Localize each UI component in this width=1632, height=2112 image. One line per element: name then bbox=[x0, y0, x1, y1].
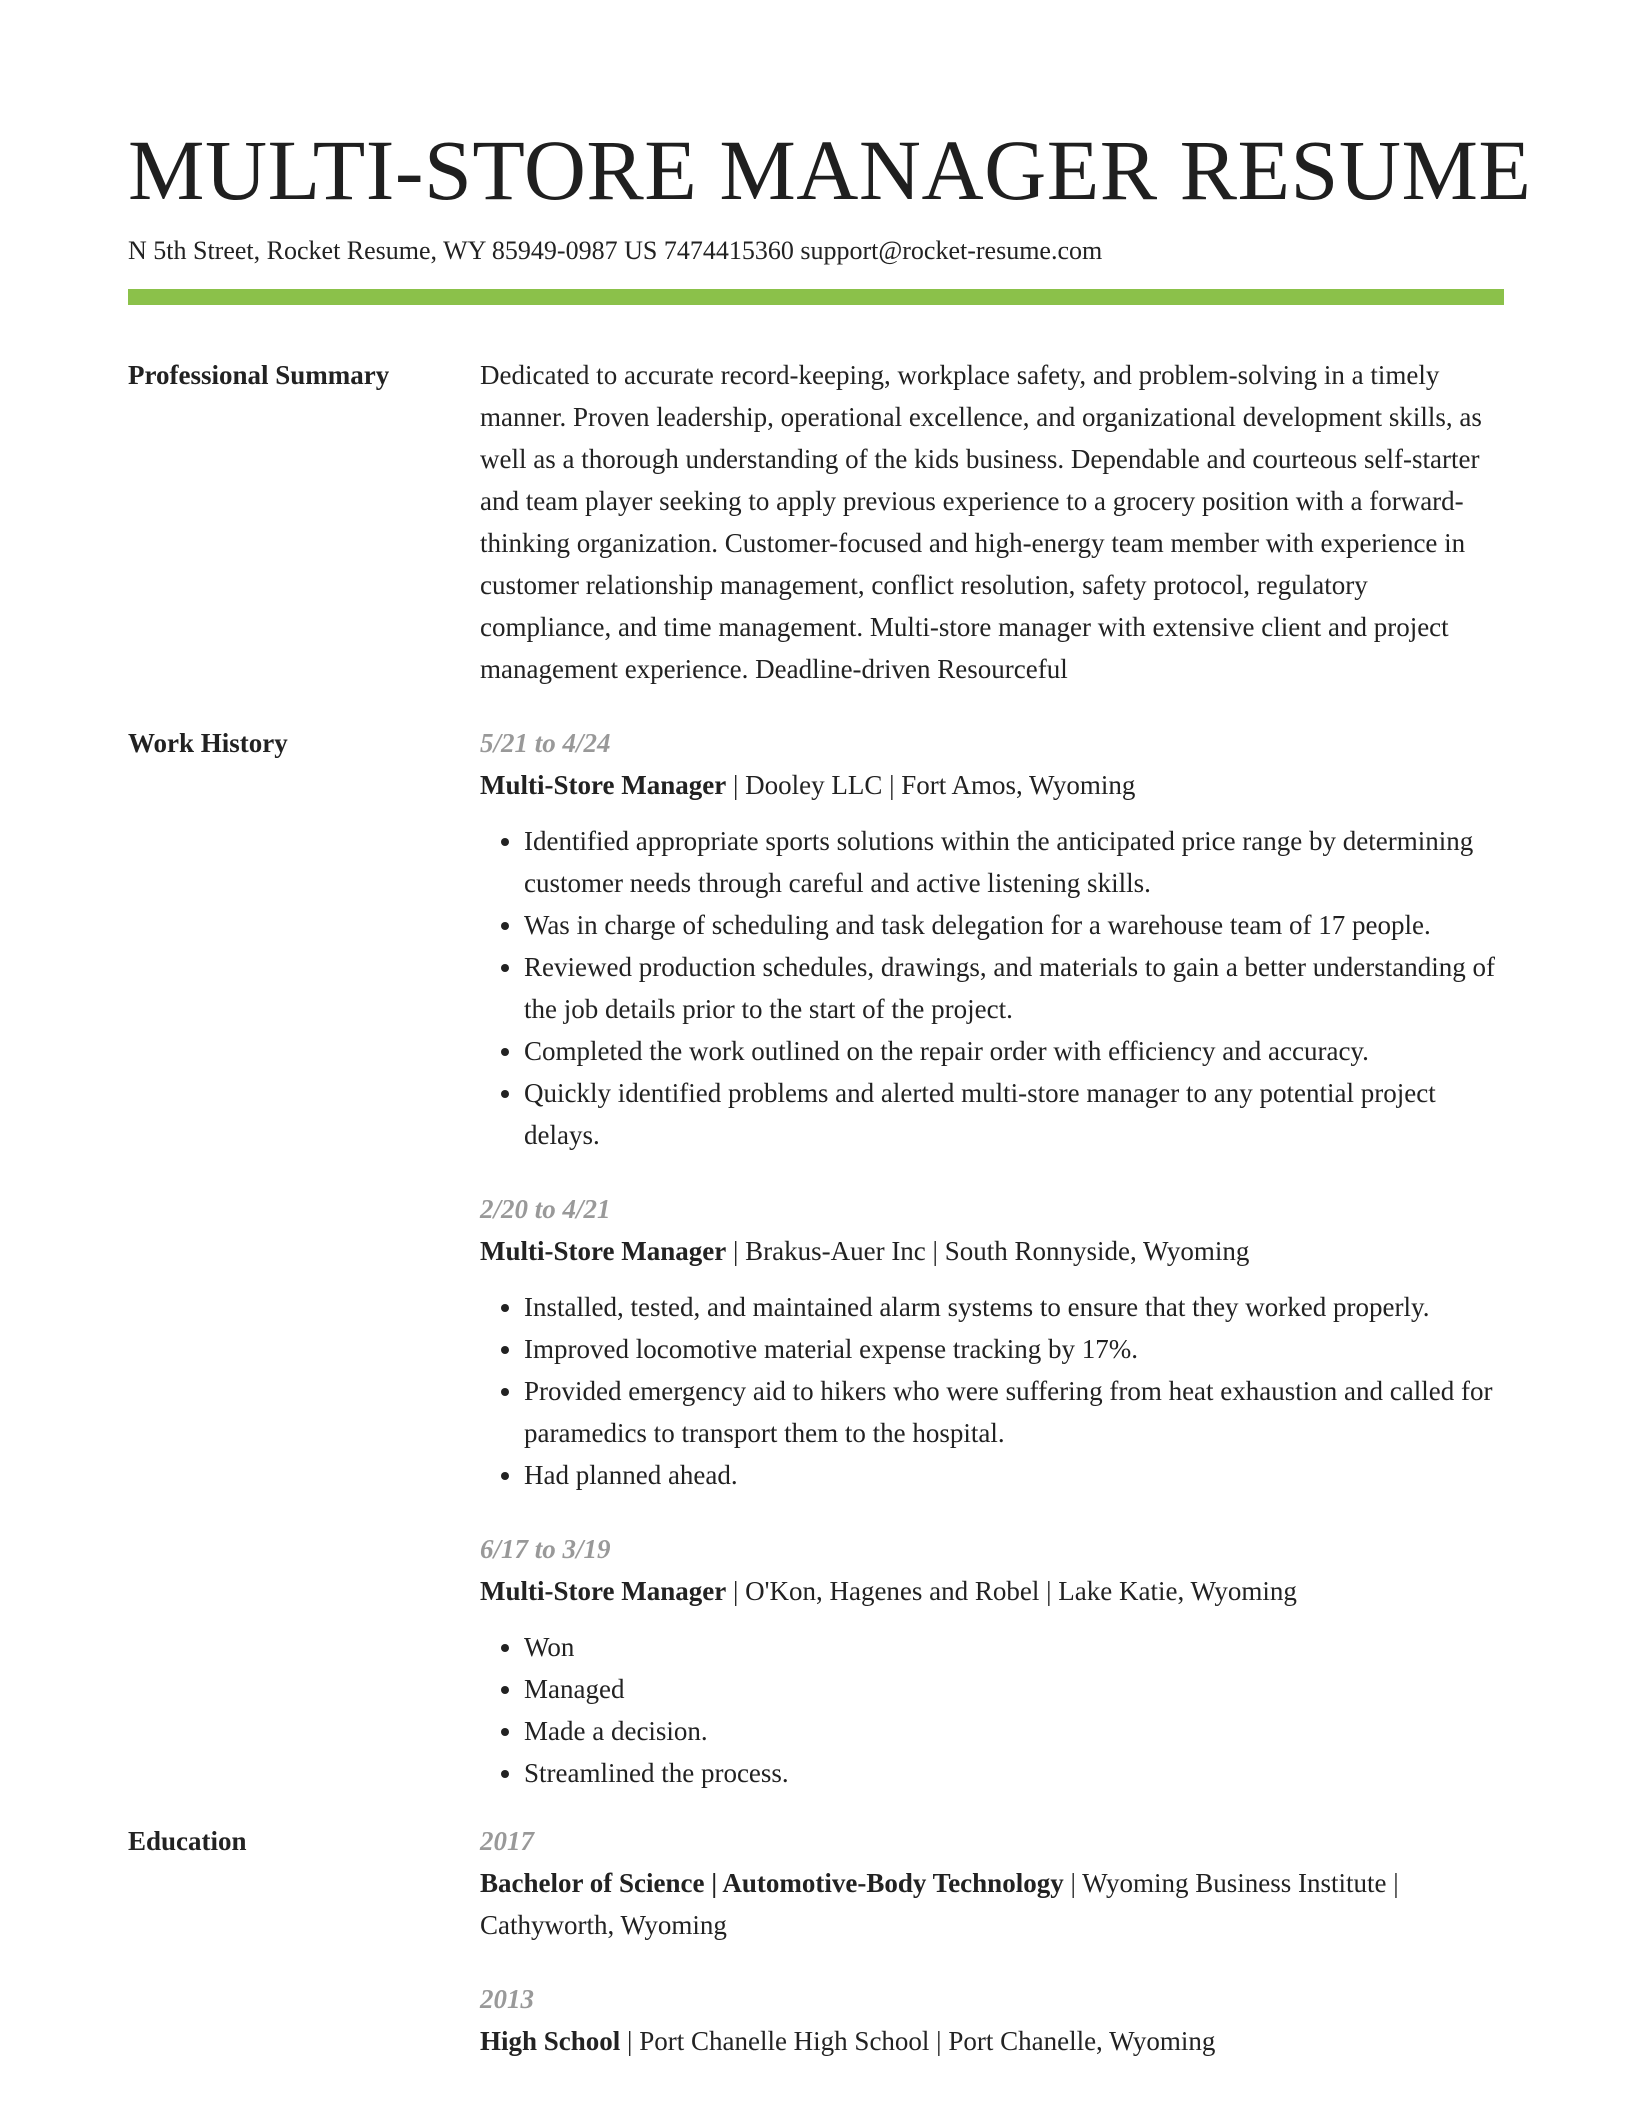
job-title: Multi-Store Manager bbox=[480, 1236, 727, 1266]
job-bullet: • Had planned ahead. bbox=[524, 1454, 1504, 1496]
resume-page bbox=[128, 120, 1532, 2062]
job-entry bbox=[480, 1528, 1504, 1794]
education-heading bbox=[480, 2020, 1504, 2062]
contact-line: N 5th Street, Rocket Resume, WY 85949-0987 US 7474415360 support@rocket-resume.com bbox=[128, 236, 1103, 265]
job-heading bbox=[480, 1230, 1504, 1272]
job-details: | O'Kon, Hagenes and Robel | Lake Katie, Wyoming bbox=[726, 1576, 1297, 1606]
job-bullets bbox=[480, 1286, 1504, 1496]
job-details: | Dooley LLC | Fort Amos, Wyoming bbox=[726, 770, 1136, 800]
job-entry bbox=[480, 1188, 1504, 1496]
job-bullets bbox=[480, 820, 1504, 1156]
job-heading bbox=[480, 1570, 1504, 1612]
job-heading bbox=[480, 764, 1504, 806]
education-heading bbox=[480, 1862, 1504, 1946]
education-year: 2017 bbox=[480, 1826, 534, 1856]
job-bullet: • Quickly identified problems and alerted multi-store manager to any potential project delays. bbox=[524, 1072, 1504, 1156]
job-bullet: • Made a decision. bbox=[524, 1710, 1504, 1752]
job-bullets bbox=[480, 1626, 1504, 1794]
work-history-body bbox=[480, 722, 1504, 1794]
job-title: Multi-Store Manager bbox=[480, 1576, 727, 1606]
resume-title: MULTI-STORE MANAGER RESUME bbox=[128, 122, 1532, 218]
job-details: | Brakus-Auer Inc | South Ronnyside, Wyoming bbox=[726, 1236, 1250, 1266]
education-details: | Port Chanelle High School | Port Chanelle, Wyoming bbox=[620, 2026, 1216, 2056]
job-bullet: • Managed bbox=[524, 1668, 1504, 1710]
work-history-section bbox=[128, 722, 1504, 1794]
job-bullet: • Improved locomotive material expense tracking by 17%. bbox=[524, 1328, 1504, 1370]
job-bullet: • Identified appropriate sports solutions within the anticipated price range by determining customer needs through careful and active listening skills. bbox=[524, 820, 1504, 904]
job-bullet: • Provided emergency aid to hikers who were suffering from heat exhaustion and called for paramedics to transport them to the hospital. bbox=[524, 1370, 1504, 1454]
job-dates: 2/20 to 4/21 bbox=[480, 1194, 611, 1224]
job-bullet: • Was in charge of scheduling and task delegation for a warehouse team of 17 people. bbox=[524, 904, 1504, 946]
job-bullet: • Completed the work outlined on the repair order with efficiency and accuracy. bbox=[524, 1030, 1504, 1072]
header-divider bbox=[128, 289, 1504, 305]
job-bullet: • Won bbox=[524, 1626, 1504, 1668]
job-bullet: • Reviewed production schedules, drawings, and materials to gain a better understanding of the job details prior to the start of the project. bbox=[524, 946, 1504, 1030]
education-body bbox=[480, 1820, 1504, 2062]
section-label-work: Work History bbox=[128, 728, 288, 758]
education-entry bbox=[480, 1978, 1504, 2062]
job-dates: 5/21 to 4/24 bbox=[480, 728, 611, 758]
education-details: | Wyoming Business Institute | Cathyworth, Wyoming bbox=[480, 1868, 1399, 1940]
job-bullet: • Streamlined the process. bbox=[524, 1752, 1504, 1794]
education-degree: High School bbox=[480, 2026, 621, 2056]
job-dates: 6/17 to 3/19 bbox=[480, 1534, 611, 1564]
job-entry bbox=[480, 722, 1504, 1156]
summary-section bbox=[128, 354, 1504, 690]
section-label-education: Education bbox=[128, 1826, 247, 1856]
section-label-summary: Professional Summary bbox=[128, 360, 390, 390]
summary-text: Dedicated to accurate record-keeping, workplace safety, and problem-solving in a timely manner. Proven leadership, operational excellence, and organizational development skills, as well as a thorough understanding of the kids business. Dependable and courteous self-starter and team player seeking to apply previous experience to a grocery position with a forward-thinking organization. Customer-focused and high-energy team member with experience in customer relationship management, conflict resolution, safety protocol, regulatory compliance, and time management. Multi-store manager with extensive client and project management experience. Deadline-driven Resourceful bbox=[480, 360, 1482, 684]
education-entry bbox=[480, 1820, 1504, 1946]
education-section bbox=[128, 1820, 1504, 2062]
job-title: Multi-Store Manager bbox=[480, 770, 727, 800]
education-year: 2013 bbox=[480, 1984, 534, 2014]
education-degree: Bachelor of Science | Automotive-Body Technology bbox=[480, 1868, 1064, 1898]
job-bullet: • Installed, tested, and maintained alarm systems to ensure that they worked properly. bbox=[524, 1286, 1504, 1328]
